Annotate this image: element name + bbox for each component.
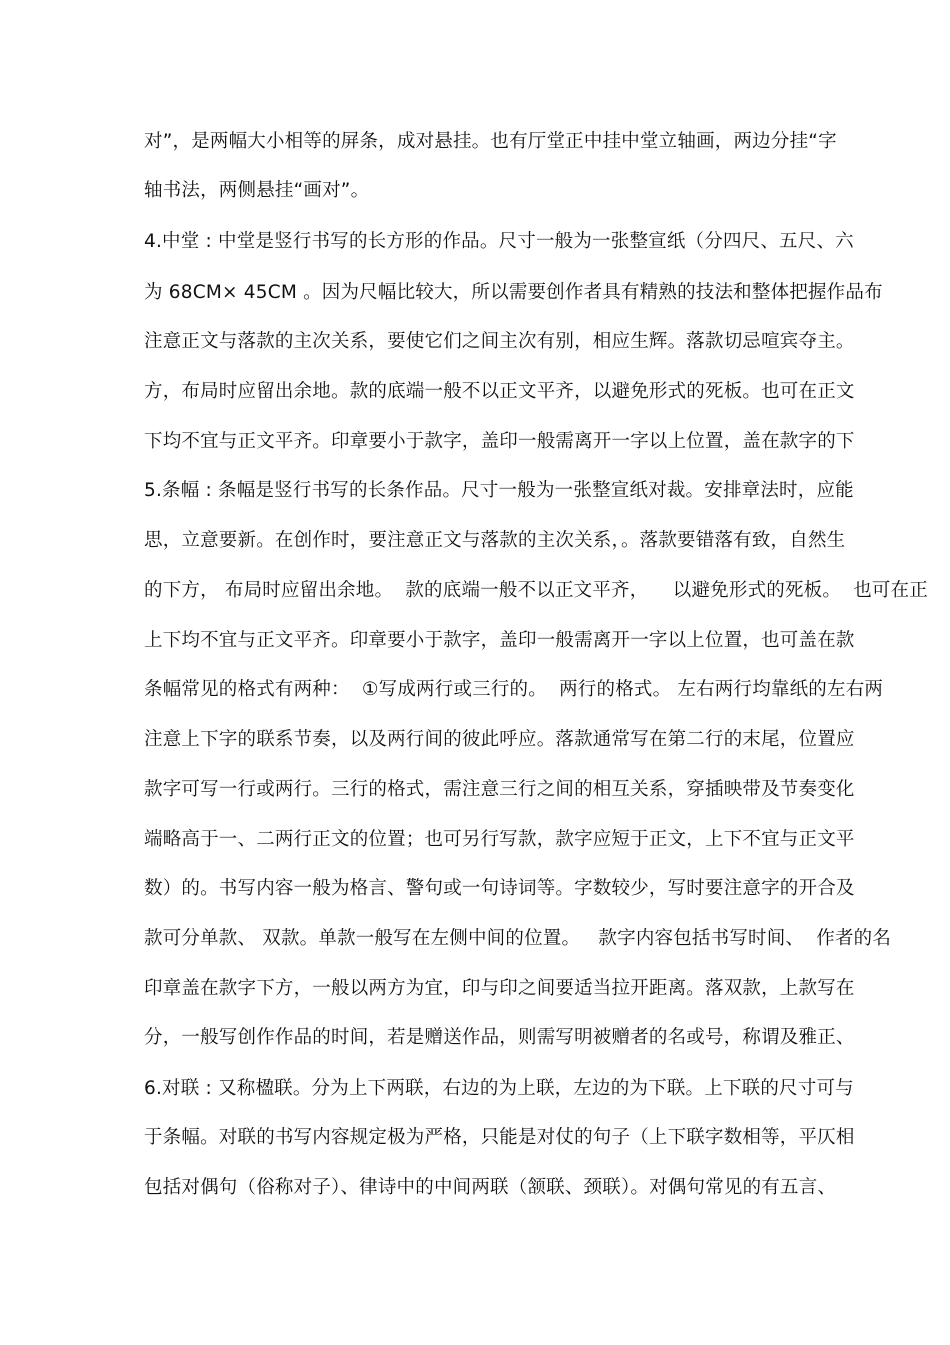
text-line: 的下方， 布局时应留出余地。 款的底端一般不以正文平齐， 以避免形式的死板。 也可在正 xyxy=(144,580,929,601)
text-line: 思，立意要新。在创作时，要注意正文与落款的主次关系，。落款要错落有致，自然生 xyxy=(144,530,846,551)
text-line: 注意正文与落款的主次关系，要使它们之间主次有别，相应生辉。落款切忌喧宾夺主。 xyxy=(144,331,855,352)
text-line: 为 68CM× 45CM 。因为尺幅比较大，所以需要创作者具有精熟的技法和整体把握作品布 xyxy=(144,282,883,303)
text-line: 条幅常见的格式有两种： ①写成两行或三行的。 两行的格式。 左右两行均靠纸的左右两 xyxy=(144,679,884,700)
text-line: 印章盖在款字下方，一般以两方为宜，印与印之间要适当拉开距离。落双款，上款写在 xyxy=(144,978,855,999)
text-line: 端略高于一、二两行正文的位置；也可另行写款，款字应短于正文，上下不宜与正文平 xyxy=(144,829,855,850)
text-line: 分，一般写创作作品的时间，若是赠送作品，则需写明被赠者的名或号，称谓及雅正、 xyxy=(144,1027,855,1048)
text-line: 于条幅。对联的书写内容规定极为严格，只能是对仗的句子（上下联字数相等，平仄相 xyxy=(144,1127,855,1148)
text-line: 包括对偶句（俗称对子）、律诗中的中间两联（颔联、颈联）。对偶句常见的有五言、 xyxy=(144,1177,837,1198)
section-heading-line: 4.中堂 : 中堂是竖行书写的长方形的作品。尺寸一般为一张整宣纸（分四尺、五尺、六 xyxy=(144,231,854,252)
text-line: 款可分单款、 双款。单款一般写在左侧中间的位置。 款字内容包括书写时间、 作者的名 xyxy=(144,928,892,949)
text-line: 上下均不宜与正文平齐。印章要小于款字，盖印一般需离开一字以上位置，也可盖在款 xyxy=(144,630,855,651)
text-line: 款字可写一行或两行。三行的格式，需注意三行之间的相互关系，穿插映带及节奏变化 xyxy=(144,779,855,800)
text-line: 注意上下字的联系节奏，以及两行间的彼此呼应。落款通常写在第二行的末尾，位置应 xyxy=(144,729,855,750)
text-line: 轴书法，两侧悬挂“画对”。 xyxy=(144,180,370,201)
text-line: 对”，是两幅大小相等的屏条，成对悬挂。也有厅堂正中挂中堂立轴画，两边分挂“字 xyxy=(144,131,837,152)
section-heading-line: 6.对联 : 又称楹联。分为上下两联，右边的为上联，左边的为下联。上下联的尺寸可与 xyxy=(144,1078,854,1099)
text-line: 数）的。书写内容一般为格言、警句或一句诗词等。字数较少，写时要注意字的开合及 xyxy=(144,878,855,899)
section-heading-line: 5.条幅 : 条幅是竖行书写的长条作品。尺寸一般为一张整宣纸对裁。安排章法时，应能 xyxy=(144,480,854,501)
text-line: 方，布局时应留出余地。款的底端一般不以正文平齐，以避免形式的死板。也可在正文 xyxy=(144,381,855,402)
text-line: 下均不宜与正文平齐。印章要小于款字，盖印一般需离开一字以上位置，盖在款字的下 xyxy=(144,431,855,452)
